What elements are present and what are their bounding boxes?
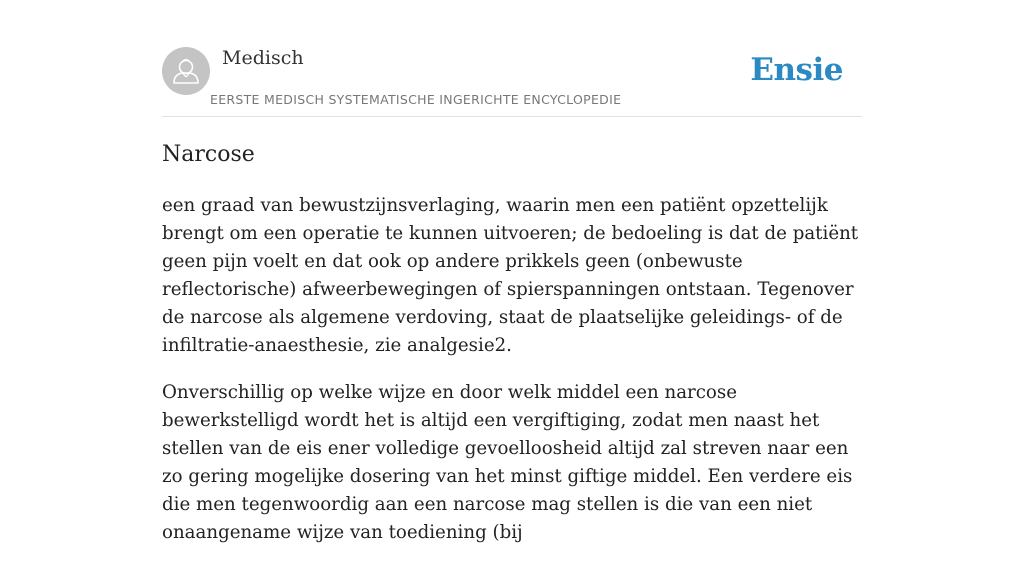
encyclopedia-subtitle: EERSTE MEDISCH SYSTEMATISCHE INGERICHTE ENCYCLOPEDIE — [210, 92, 622, 107]
article-paragraph: Onverschillig op welke wijze en door welk middel een narcose bewerkstelligd wordt het is altijd een vergiftiging, zodat men naast het stellen van de eis ener volledige gevoelloosheid altijd zal streven naar een zo gering mogelijke dosering van het minst giftige middel. Een verdere eis die men tegenwoordig aan een narcose mag stellen is die van een niet onaangename wijze van toediening (bij — [162, 382, 853, 543]
user-icon — [162, 47, 210, 95]
article-body — [162, 192, 862, 566]
page — [162, 0, 862, 543]
category-avatar[interactable] — [162, 47, 210, 95]
article-title: Narcose — [162, 142, 255, 167]
header — [162, 0, 862, 117]
ensie-logo[interactable]: Ensie — [750, 52, 843, 88]
article-paragraph: een graad van bewustzijnsverlaging, waarin men een patiënt opzettelijk brengt om een operatie te kunnen uitvoeren; de bedoeling is dat de patiënt geen pijn voelt en dat ook op andere prikkels geen (onbewuste reflectorische) afweerbewegingen of spierspanningen ontstaan. Tegenover de narcose als algemene verdoving, staat de plaatselijke geleidings- of de infiltratie-anaesthesie, zie analgesie2. — [162, 195, 859, 356]
category-link[interactable]: Medisch — [222, 47, 304, 69]
